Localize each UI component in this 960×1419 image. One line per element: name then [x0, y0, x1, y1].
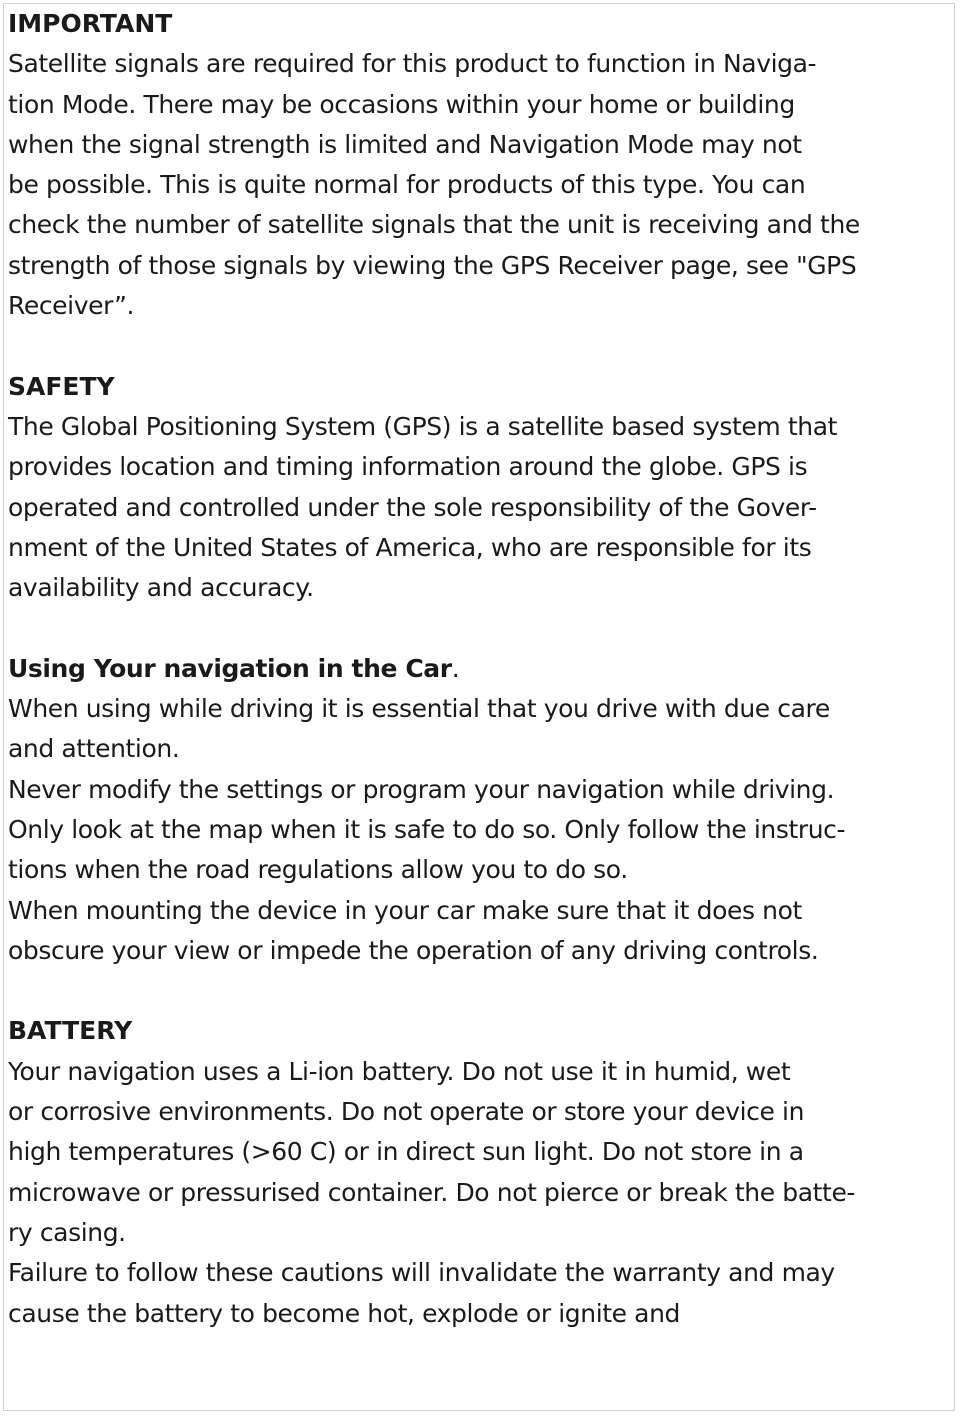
- battery-line: Your navigation uses a Li-ion battery. Do not use it in humid, wet: [8, 1056, 791, 1086]
- safety-line: availability and accuracy.: [8, 573, 314, 603]
- safety-heading: SAFETY: [8, 371, 115, 401]
- car-line: tions when the road regulations allow you to do so.: [8, 855, 628, 885]
- safety-line: operated and controlled under the sole responsibility of the Gover-: [8, 492, 817, 522]
- car-line: Only look at the map when it is safe to do so. Only follow the instruc-: [8, 814, 846, 844]
- car-heading-line: [8, 649, 952, 689]
- car-line: When using while driving it is essential that you drive with due care: [8, 694, 830, 724]
- safety-line: provides location and timing information around the globe. GPS is: [8, 452, 808, 482]
- car-heading-suffix: .: [451, 653, 460, 683]
- battery-line: cause the battery to become hot, explode or ignite and: [8, 1298, 681, 1328]
- car-heading: Using Your navigation in the Car: [8, 653, 452, 683]
- car-line: and attention.: [8, 734, 180, 764]
- important-line: strength of those signals by viewing the GPS Receiver page, see "GPS: [8, 250, 857, 280]
- safety-line: The Global Positioning System (GPS) is a satellite based system that: [8, 411, 838, 441]
- car-line: When mounting the device in your car make sure that it does not: [8, 895, 802, 925]
- section-gap: [8, 971, 952, 1011]
- battery-heading: BATTERY: [8, 1016, 133, 1046]
- important-line: Satellite signals are required for this product to function in Naviga-: [8, 49, 817, 79]
- battery-line: Failure to follow these cautions will invalidate the warranty and may: [8, 1258, 835, 1288]
- safety-line: nment of the United States of America, who are responsible for its: [8, 532, 812, 562]
- important-line: when the signal strength is limited and Navigation Mode may not: [8, 129, 802, 159]
- battery-line: or corrosive environments. Do not operate or store your device in: [8, 1097, 805, 1127]
- important-line: tion Mode. There may be occasions within your home or building: [8, 89, 795, 119]
- section-gap: [8, 608, 952, 648]
- section-gap: [8, 326, 952, 366]
- battery-line: high temperatures (>60 C) or in direct sun light. Do not store in a: [8, 1137, 804, 1167]
- document-page: [3, 3, 955, 1411]
- document-body: [8, 4, 952, 1334]
- important-line: be possible. This is quite normal for products of this type. You can: [8, 170, 806, 200]
- battery-line: microwave or pressurised container. Do not pierce or break the batte-: [8, 1177, 856, 1207]
- car-line: Never modify the settings or program your navigation while driving.: [8, 774, 835, 804]
- important-line: check the number of satellite signals that the unit is receiving and the: [8, 210, 860, 240]
- important-heading: IMPORTANT: [8, 9, 173, 38]
- battery-line: ry casing.: [8, 1217, 126, 1247]
- car-line: obscure your view or impede the operation of any driving controls.: [8, 935, 819, 965]
- important-line: Receiver”.: [8, 291, 135, 321]
